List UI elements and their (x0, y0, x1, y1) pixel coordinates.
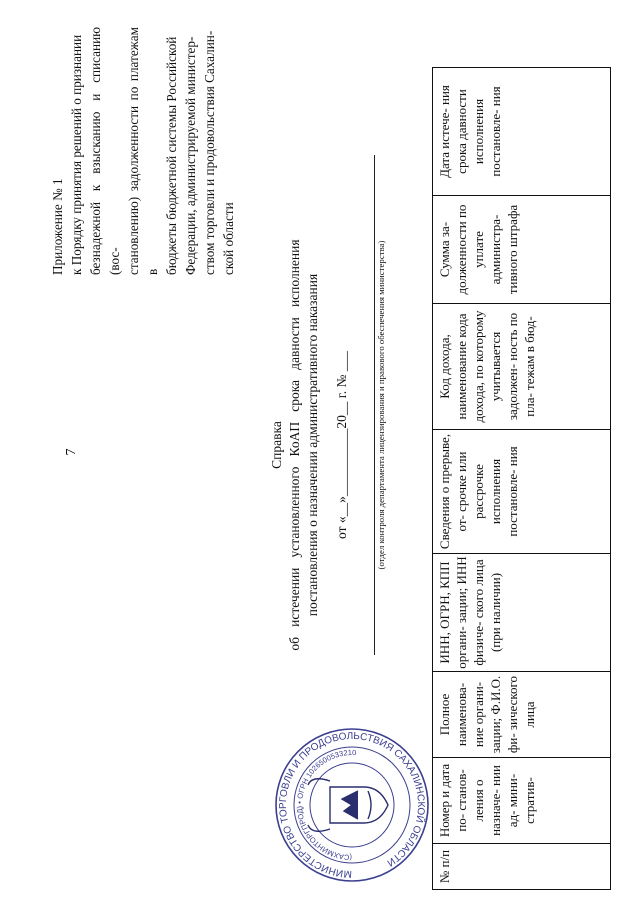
department-note: (отдел контроля департамента лицензирования и правового обеспечения министерства) (376, 240, 386, 570)
seal-inner-text: (САХМИНТОРГПРОД) • ОГРН 1026500533210 (294, 747, 357, 863)
header-cell-resolution: Номер и дата по- станов- ления о назначе- нии ад- мини- стратив- (433, 758, 611, 844)
appendix-line: становлению) задолженности по платежам в (126, 27, 160, 275)
appendix-line: Приложение № 1 (50, 178, 65, 275)
seal-ring-text: МИНИСТЕРСТВО ТОРГОВЛИ И ПРОДОВОЛЬСТВИЯ САХАЛИНСКОЙ ОБЛАСТИ (277, 730, 427, 880)
report-table (432, 67, 611, 890)
header-cell-income-code: Код дохода, наименование кода дохода, по которому учитывается задолжен- ность по пла- тежам в бюд- (433, 304, 611, 430)
appendix-line: Федерации, администрируемой министер- (183, 36, 198, 275)
appendix-line: к Порядку принятия решений о признании (69, 34, 84, 275)
header-cell-number: № п/п (433, 844, 611, 890)
title-heading: Справка (269, 421, 284, 469)
header-cell-fine-amount: Сумма за- долженности по уплате администра- тивного штрафа (433, 196, 611, 304)
official-seal (272, 725, 432, 885)
header-cell-expiry-date: Дата истече- ния срока давности исполнения постановле- ния (433, 68, 611, 196)
table-header-row (433, 68, 611, 890)
date-number-line: от «__»__________20__ г. № ___ (334, 351, 349, 539)
appendix-line: ской области (221, 202, 236, 275)
title-line-1: об истечении установленного КоАП срока давности исполнения (287, 239, 302, 651)
appendix-line: бюджеты бюджетной системы Российской (164, 36, 179, 275)
department-underline (374, 155, 375, 655)
coat-of-arms-icon (308, 779, 388, 832)
document-title (268, 145, 322, 745)
appendix-line: безнадежной к взысканию и списанию (вос- (88, 27, 122, 275)
page-number: 7 (64, 448, 79, 456)
appendix-block (48, 27, 238, 275)
header-cell-name: Полное наименова- ние органи- зации; Ф.И.О. фи- зического лица (433, 672, 611, 758)
appendix-line: ством торговли и продовольствия Сахалин- (202, 30, 217, 275)
title-line-2: постановления о назначении административного наказания (305, 273, 320, 617)
header-cell-deferral: Сведения о прерыве, от- срочке или рассрочке исполнения постановле- ния (433, 430, 611, 554)
header-cell-inn: ИНН, ОГРН, КПП органи- зации; ИНН физиче- ского лица (при наличии) (433, 554, 611, 672)
